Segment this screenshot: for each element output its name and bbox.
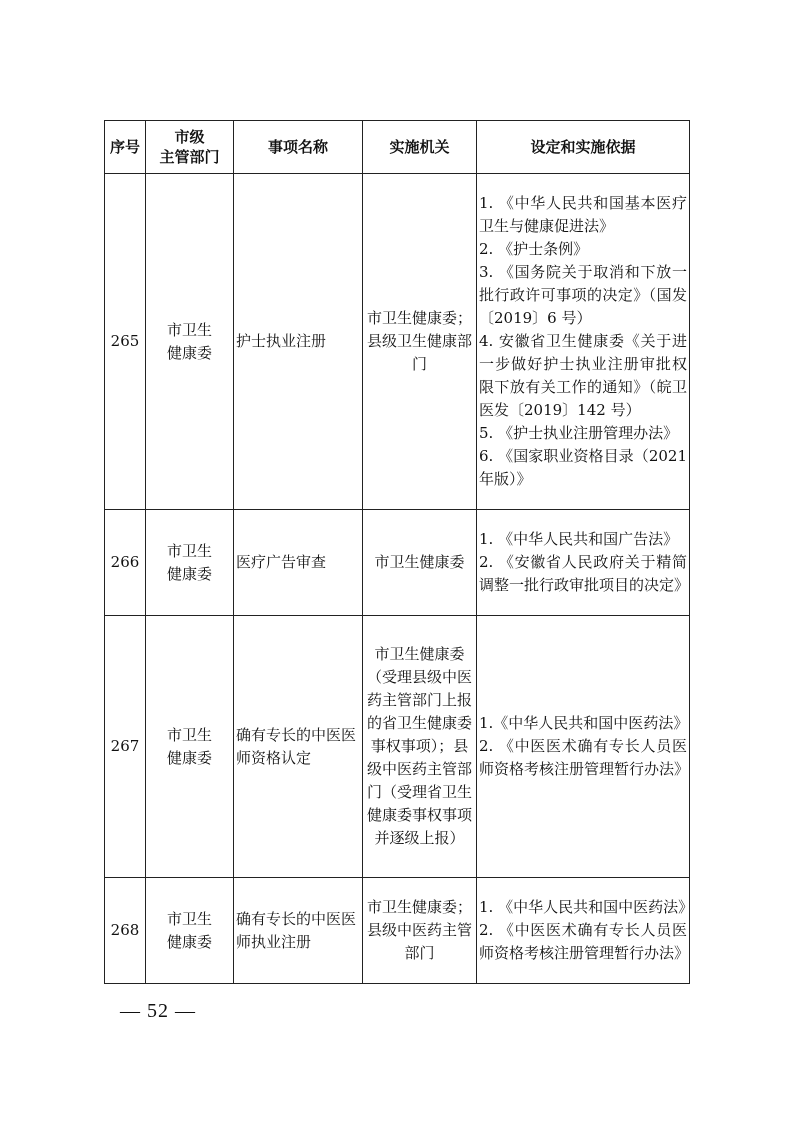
row-basis [477,174,690,510]
header-name: 事项名称 [234,121,363,174]
header-no: 序号 [105,121,146,174]
basis-line: 1. 《中华人民共和国中医药法》 [479,898,694,916]
row-name: 确有专长的中医医师资格认定 [234,616,363,878]
row-name: 医疗广告审查 [234,510,363,616]
row-org: 市卫生健康委；县级卫生健康部门 [363,174,477,510]
row-org: 市卫生健康委（受理县级中医药主管部门上报的省卫生健康委事权事项）；县级中医药主管部门（受理省卫生健康委事权事项并逐级上报） [363,616,477,878]
items-table [104,120,694,984]
row-dept [146,510,234,616]
row-basis [477,878,694,984]
row-dept [146,878,234,984]
row-no: 267 [105,616,146,878]
header-org: 实施机关 [363,121,477,174]
row-no: 265 [105,174,146,510]
page-number: — 52 — [120,1000,196,1022]
basis-line: 3. 《国务院关于取消和下放一批行政许可事项的决定》（国发〔2019〕6 号） [479,263,687,327]
basis-line: 2. 《安徽省人民政府关于精简调整一批行政审批项目的决定》 [479,553,690,594]
header-dept [146,121,234,174]
row-dept-label: 市卫生 健康委 [166,320,212,362]
row-dept [146,616,234,878]
row-no: 268 [105,878,146,984]
table-row [105,616,690,878]
table-row [105,174,690,510]
table-body [105,174,694,984]
table-row [105,878,690,984]
basis-line: 1. 《中华人民共和国基本医疗卫生与健康促进法》 [479,194,687,235]
basis-line: 1. 《中华人民共和国广告法》 [479,530,679,548]
basis-line: 1.《中华人民共和国中医药法》 [479,714,689,732]
row-dept [146,174,234,510]
basis-line: 2. 《中医医术确有专长人员医师资格考核注册管理暂行办法》 [479,737,690,778]
basis-line: 5. 《护士执业注册管理办法》 [479,424,679,442]
basis-line: 2. 《护士条例》 [479,240,589,258]
row-dept-label: 市卫生 健康委 [166,541,212,583]
row-name: 护士执业注册 [234,174,363,510]
row-basis [477,616,690,878]
row-dept-label: 市卫生 健康委 [166,909,212,951]
basis-line: 4. 安徽省卫生健康委《关于进一步做好护士执业注册审批权限下放有关工作的通知》（皖卫医发〔2019〕142 号） [479,332,687,419]
row-no: 266 [105,510,146,616]
row-dept-label: 市卫生 健康委 [166,725,212,767]
table-row [105,510,690,616]
basis-line: 2. 《中医医术确有专长人员医师资格考核注册管理暂行办法》 [479,921,690,962]
row-org: 市卫生健康委 [363,510,477,616]
row-basis [477,510,690,616]
basis-line: 6. 《国家职业资格目录（2021年版）》 [479,447,687,488]
header-basis: 设定和实施依据 [477,121,690,174]
row-name: 确有专长的中医医师执业注册 [234,878,363,984]
row-org: 市卫生健康委；县级中医药主管部门 [363,878,477,984]
header-row [105,121,690,174]
header-dept-label: 市级 主管部门 [159,128,220,166]
